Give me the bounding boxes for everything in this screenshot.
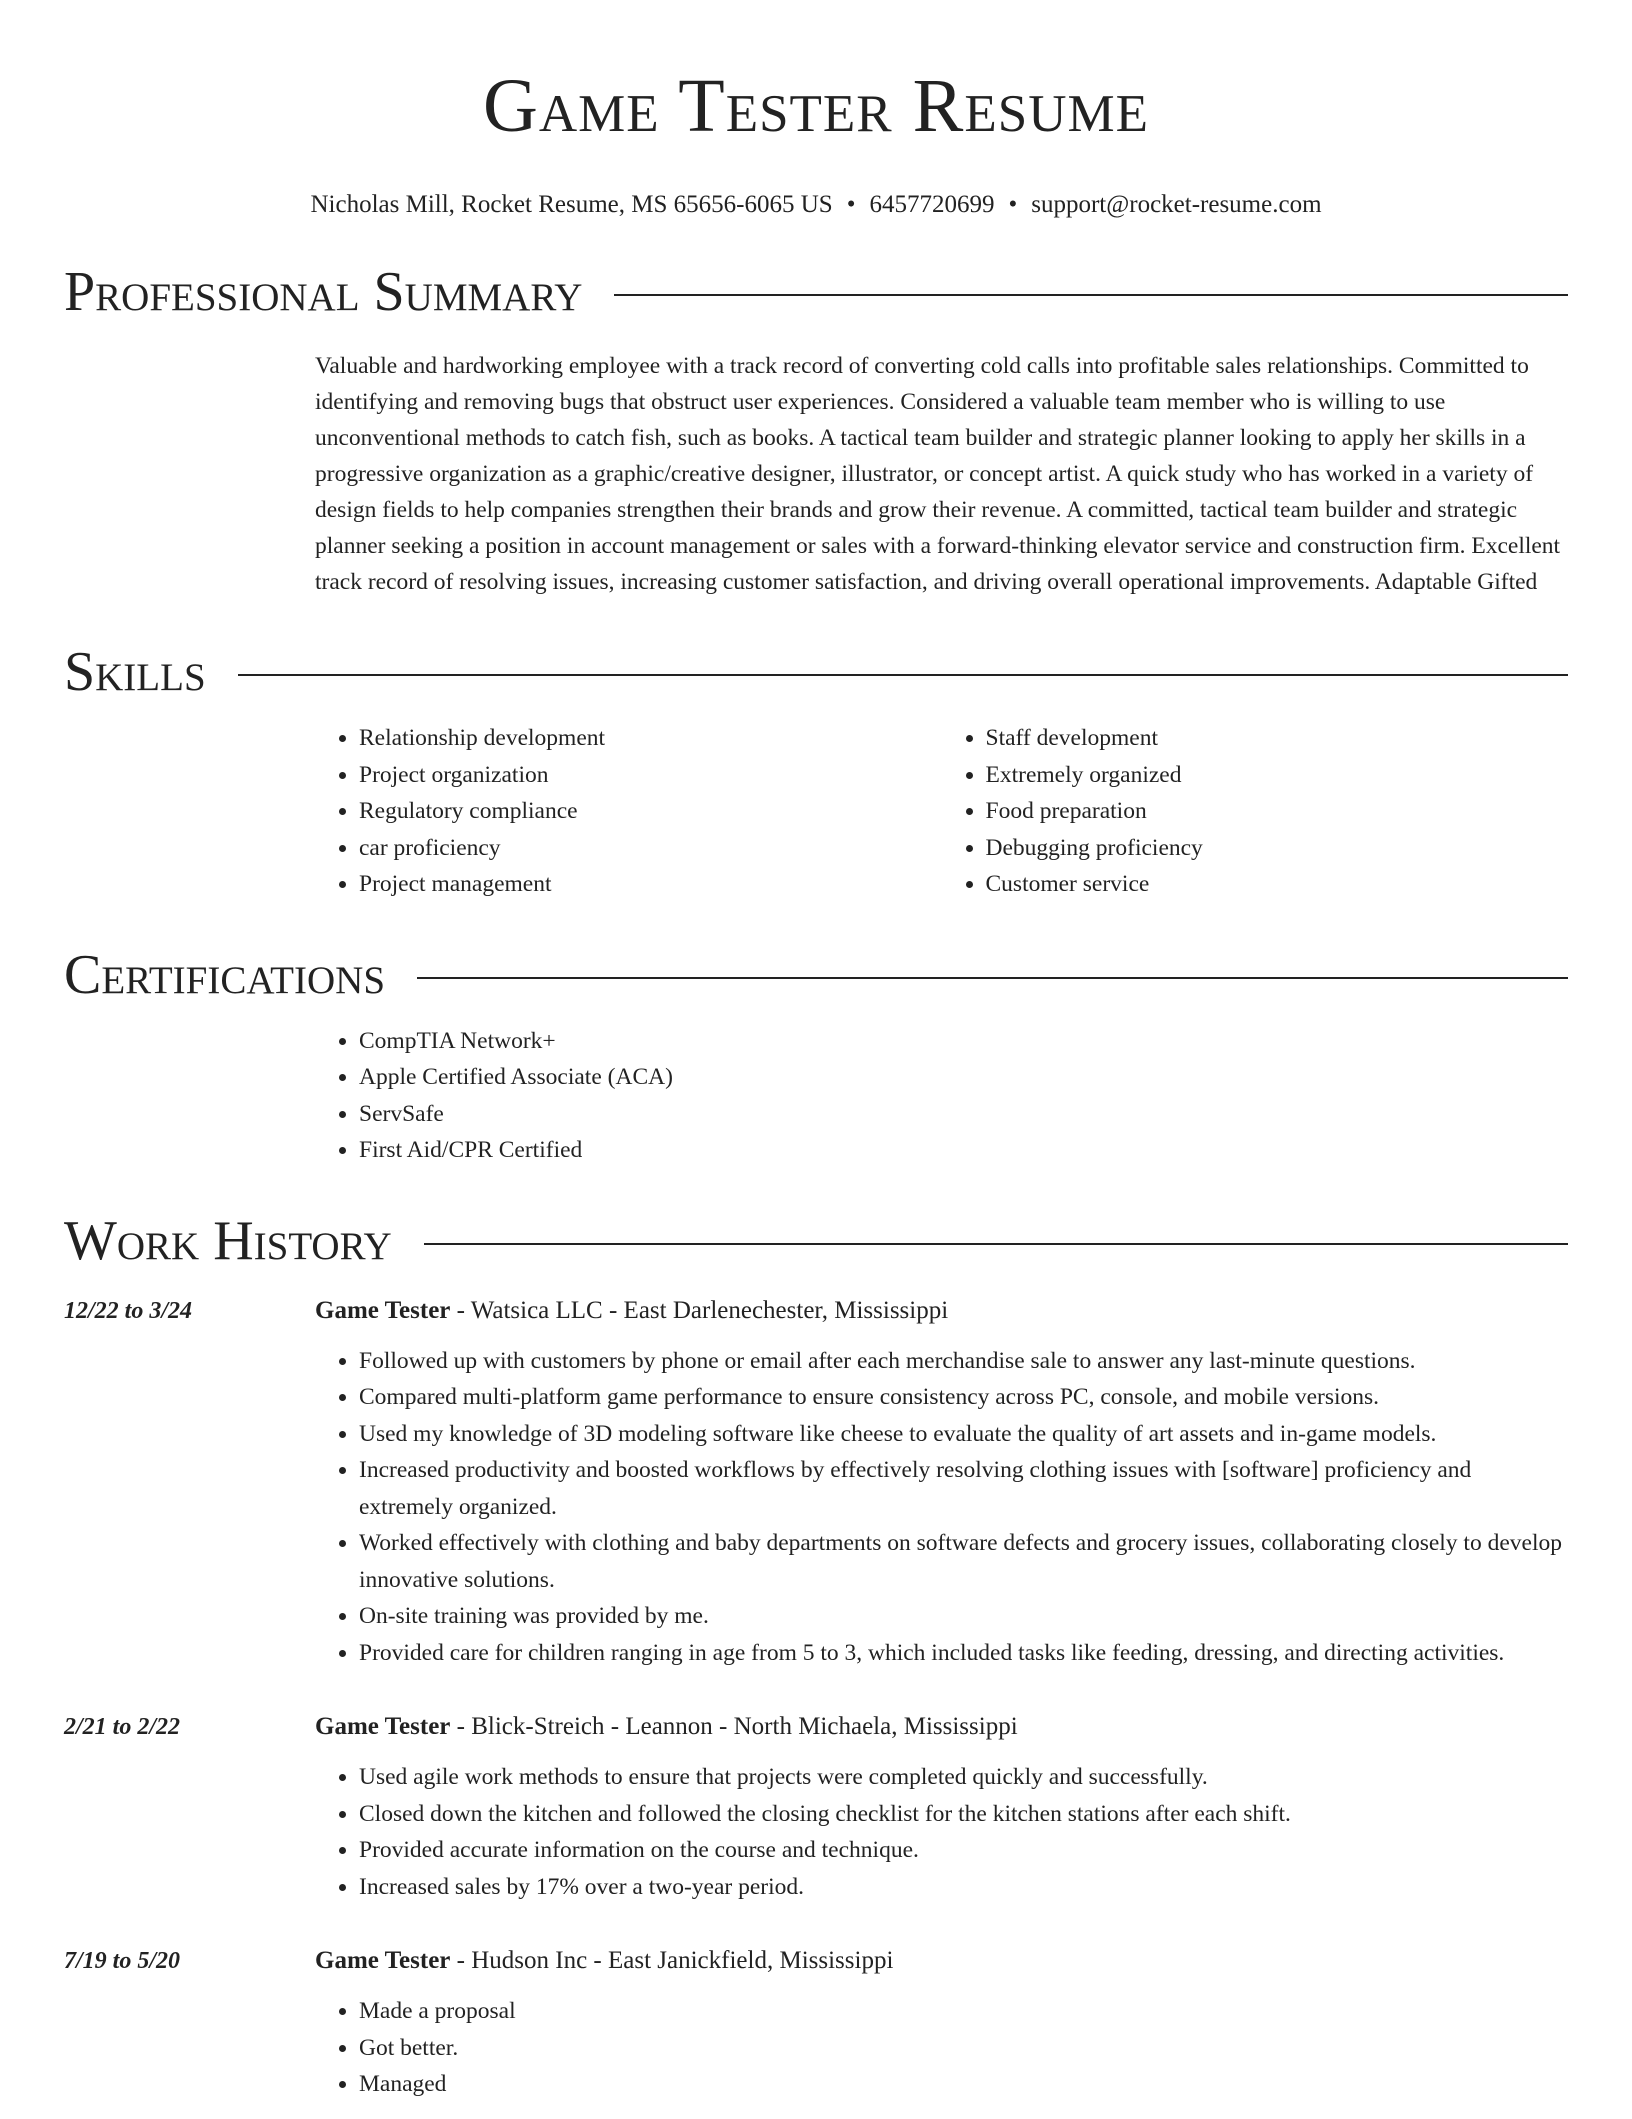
job-dates: 2/21 to 2/22 <box>64 1714 181 1740</box>
job-dates: 7/19 to 5/20 <box>64 1948 181 1974</box>
job-entry <box>64 1293 1568 1688</box>
job-bullets <box>315 1759 1568 1905</box>
contact-separator: • <box>1008 191 1018 218</box>
skills-list-right <box>942 720 1569 903</box>
job-bullet: • Provided accurate information on the course and technique. <box>359 1832 1568 1869</box>
skill-item: • Food preparation <box>986 793 1569 830</box>
job-bullet: • Provided care for children ranging in age from 5 to 3, which included tasks like feeding, dressing, and directing activities. <box>359 1635 1568 1672</box>
job-body <box>315 1943 1568 2119</box>
job-bullets <box>315 1993 1568 2103</box>
job-bullet: • Made a proposal <box>359 1993 1568 2030</box>
certification-item: • Apple Certified Associate (ACA) <box>359 1059 1568 1096</box>
contact-email: support@rocket-resume.com <box>1031 191 1322 218</box>
job-details: - Blick-Streich - Leannon - North Michaela, Mississippi <box>450 1713 1018 1740</box>
certifications-heading: Certifications <box>64 943 386 1006</box>
job-bullet: • Got better. <box>359 2030 1568 2067</box>
job-role: Game Tester <box>315 1713 451 1740</box>
job-bullet: • On-site training was provided by me. <box>359 1598 1568 1635</box>
certification-item: • First Aid/CPR Certified <box>359 1132 1568 1169</box>
contact-address: Nicholas Mill, Rocket Resume, MS 65656-6065 US <box>310 191 833 218</box>
skills-list-left <box>315 720 942 903</box>
skills-heading: Skills <box>64 641 206 703</box>
section-divider <box>417 977 1568 979</box>
skill-item: • Customer service <box>986 866 1569 903</box>
summary-text: Valuable and hardworking employee with a track record of converting cold calls into profitable sales relationships. Committed to identifying and removing bugs that obstruct user experiences. Considered a valuable team member who is willing to use unconventional methods to catch fish, such as books. A tactical team builder and strategic planner looking to apply her skills in a progressive organization as a graphic/creative designer, illustrator, or concept artist. A quick study who has worked in a variety of design fields to help companies strengthen their brands and grow their revenue. A committed, tactical team builder and strategic planner seeking a position in account management or sales with a forward-thinking elevator service and construction firm. Excellent track record of resolving issues, increasing customer satisfaction, and driving overall operational improvements. Adaptable Gifted <box>315 353 1561 595</box>
job-heading <box>315 1943 1568 1979</box>
section-divider <box>238 674 1568 676</box>
skill-item: • Staff development <box>986 720 1569 757</box>
job-bullet: • Managed <box>359 2066 1568 2103</box>
skill-item: • car proficiency <box>359 830 942 867</box>
job-entry <box>64 1709 1568 1921</box>
skill-item: • Relationship development <box>359 720 942 757</box>
job-role: Game Tester <box>315 1296 451 1324</box>
work-section-header <box>64 1209 1568 1273</box>
section-divider <box>614 294 1568 296</box>
job-bullet: • Used agile work methods to ensure that projects were completed quickly and successfully. <box>359 1759 1568 1796</box>
job-details: - Watsica LLC - East Darlenechester, Mississippi <box>450 1296 949 1324</box>
certifications-section-header <box>64 943 1568 1007</box>
job-dates: 12/22 to 3/24 <box>64 1297 193 1324</box>
certifications-list <box>315 1023 1568 1169</box>
job-details: - Hudson Inc - East Janickfield, Mississippi <box>450 1947 894 1974</box>
job-body <box>315 1293 1568 1688</box>
skill-item: • Regulatory compliance <box>359 793 942 830</box>
skill-item: • Extremely organized <box>986 757 1569 794</box>
job-role: Game Tester <box>315 1947 451 1974</box>
skills-grid <box>315 720 1568 903</box>
job-bullet: • Followed up with customers by phone or email after each merchandise sale to answer any last-minute questions. <box>359 1343 1568 1380</box>
job-entry <box>64 1943 1568 2119</box>
certification-item: • ServSafe <box>359 1096 1568 1133</box>
job-bullet: • Closed down the kitchen and followed the closing checklist for the kitchen stations after each shift. <box>359 1796 1568 1833</box>
work-heading: Work History <box>64 1209 392 1272</box>
job-bullet: • Increased sales by 17% over a two-year period. <box>359 1869 1568 1906</box>
resume-page <box>64 0 1568 2119</box>
job-body <box>315 1709 1568 1921</box>
section-divider <box>424 1243 1568 1245</box>
job-bullets <box>315 1343 1568 1672</box>
job-bullet: • Worked effectively with clothing and baby departments on software defects and grocery issues, collaborating closely to develop innovative solutions. <box>359 1525 1568 1598</box>
skill-item: • Project management <box>359 866 942 903</box>
contact-line <box>64 190 1568 220</box>
skill-item: • Debugging proficiency <box>986 830 1569 867</box>
resume-title: Game Tester Resume <box>483 64 1149 148</box>
job-bullet: • Used my knowledge of 3D modeling software like cheese to evaluate the quality of art assets and in-game models. <box>359 1416 1568 1453</box>
skills-section-header <box>64 640 1568 704</box>
contact-phone: 6457720699 <box>869 191 995 218</box>
contact-separator: • <box>846 191 856 218</box>
job-heading <box>315 1709 1568 1745</box>
certification-item: • CompTIA Network+ <box>359 1023 1568 1060</box>
summary-section-header <box>64 260 1568 324</box>
skill-item: • Project organization <box>359 757 942 794</box>
job-bullet: • Increased productivity and boosted workflows by effectively resolving clothing issues with [software] proficiency and extremely organized. <box>359 1452 1568 1525</box>
job-heading <box>315 1293 1568 1329</box>
summary-heading: Professional Summary <box>64 261 583 323</box>
job-bullet: • Compared multi-platform game performance to ensure consistency across PC, console, and mobile versions. <box>359 1379 1568 1416</box>
